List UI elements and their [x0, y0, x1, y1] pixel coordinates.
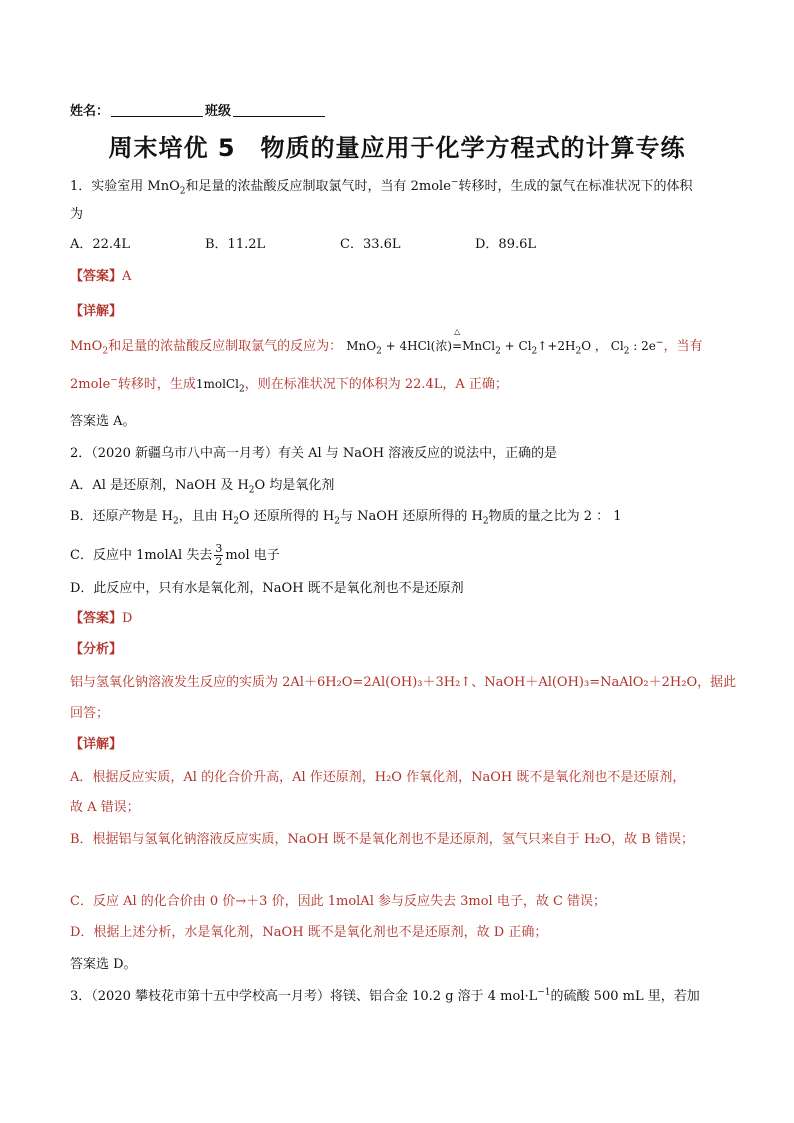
- q2-conclusion: 答案选 D。: [70, 957, 137, 972]
- q2-analysis-line1: 铝与氢氧化钠溶液发生反应的实质为 2Al＋6H₂O=2Al(OH)₃＋3H₂↑、NaOH＋Al(OH)₃=NaAlO₂＋2H₂O，据此: [70, 675, 737, 690]
- q1-detail-label: 【详解】: [70, 304, 123, 319]
- name-label: 姓名：: [70, 104, 110, 119]
- q2-detail-a-line1: A．根据反应实质，Al 的化合价升高，Al 作还原剂，H₂O 作氧化剂，NaOH 既不是氧化剂也不是还原剂，: [70, 770, 686, 785]
- q2-detail-d: D．根据上述分析，水是氧化剂，NaOH 既不是氧化剂也不是还原剂，故 D 正确；: [70, 925, 548, 940]
- q1-answer: 【答案】A: [70, 269, 132, 284]
- q2-detail-b: B．根据铝与氢氧化钠溶液反应实质，NaOH 既不是氧化剂也不是还原剂，氢气只来自于 H₂O，故 B 错误；: [70, 832, 694, 847]
- student-info-line: [70, 103, 327, 121]
- q2-detail-a-line2: 故 A 错误；: [70, 800, 140, 815]
- q1-equation: MnO$_2$ + 4HCl(浓) △ =MnCl$_2$ + $Cl_2↑+2H_2O$ ， $Cl_2$ : 2e−: [346, 327, 664, 357]
- q1-conclusion: 答案选 A。: [70, 414, 136, 429]
- q2-stem: 2．（2020 新疆乌市八中高一月考）有关 Al 与 NaOH 溶液反应的说法中，正确的是: [70, 446, 558, 461]
- q1-stem-line2: 为: [70, 207, 84, 222]
- q1-product: 1molCl$_2$: [195, 377, 245, 395]
- page-title: 周末培优 5 物质的量应用于化学方程式的计算专练: [108, 134, 686, 162]
- q2-analysis-label: 【分析】: [70, 642, 123, 657]
- q1-option-d: D．89.6L: [475, 237, 537, 252]
- q2-option-b: B．还原产物是 $H_2$，且由 $H_2O$ 还原所得的 $H_2$与 NaOH 还原所得的 $H_2$物质的量之比为 2 ： 1: [70, 509, 622, 527]
- q2-option-d: D．此反应中，只有水是氧化剂，NaOH 既不是氧化剂也不是还原剂: [70, 581, 464, 596]
- fraction-three-halves: $\frac{3}{2}$: [215, 542, 223, 568]
- q1-detail-line2: 2mole−转移时，生成1molCl$_2$，则在标准状况下的体积为 22.4L，A 正确；: [70, 375, 508, 395]
- q3-stem: 3．（2020 攀枝花市第十五中学校高一月考）将镁、铝合金 10.2 g 溶于 4 $mol\cdot L^{-1}$的硫酸 500 mL 里，若加: [70, 987, 700, 1004]
- q2-detail-label: 【详解】: [70, 737, 123, 752]
- q2-analysis-line2: 回答；: [70, 706, 110, 721]
- q2-option-c: C．反应中 1molAl 失去 $\frac{3}{2}$ mol 电子: [70, 542, 280, 568]
- q1-option-b: B．11.2L: [205, 237, 266, 252]
- class-blank[interactable]: [233, 104, 325, 117]
- q2-answer: 【答案】D: [70, 611, 133, 626]
- q2-option-a: A．Al 是还原剂，NaOH 及 $H_2O$ 均是氧化剂: [70, 478, 335, 496]
- q1-options: [70, 236, 610, 254]
- q1-detail-line1: MnO$_2$和足量的浓盐酸反应制取氯气的反应为： MnO$_2$ + 4HCl(浓) △ =MnCl$_2$ + $Cl_2↑+2H_2O$ ， $Cl_2$ : 2e−，当有: [70, 327, 703, 357]
- q1-stem-line1: 1．实验室用 MnO$_2$和足量的浓盐酸反应制取氯气时，当有 2mole−转移时，生成的氯气在标准状况下的体积: [70, 177, 693, 197]
- q1-option-c: C．33.6L: [340, 237, 401, 252]
- q1-option-a: A．22.4L: [70, 237, 130, 252]
- name-blank[interactable]: [111, 104, 203, 117]
- class-label: 班级: [205, 104, 232, 119]
- q2-detail-c: C．反应 Al 的化合价由 0 价→＋3 价，因此 1molAl 参与反应失去 3mol 电子，故 C 错误；: [70, 894, 607, 909]
